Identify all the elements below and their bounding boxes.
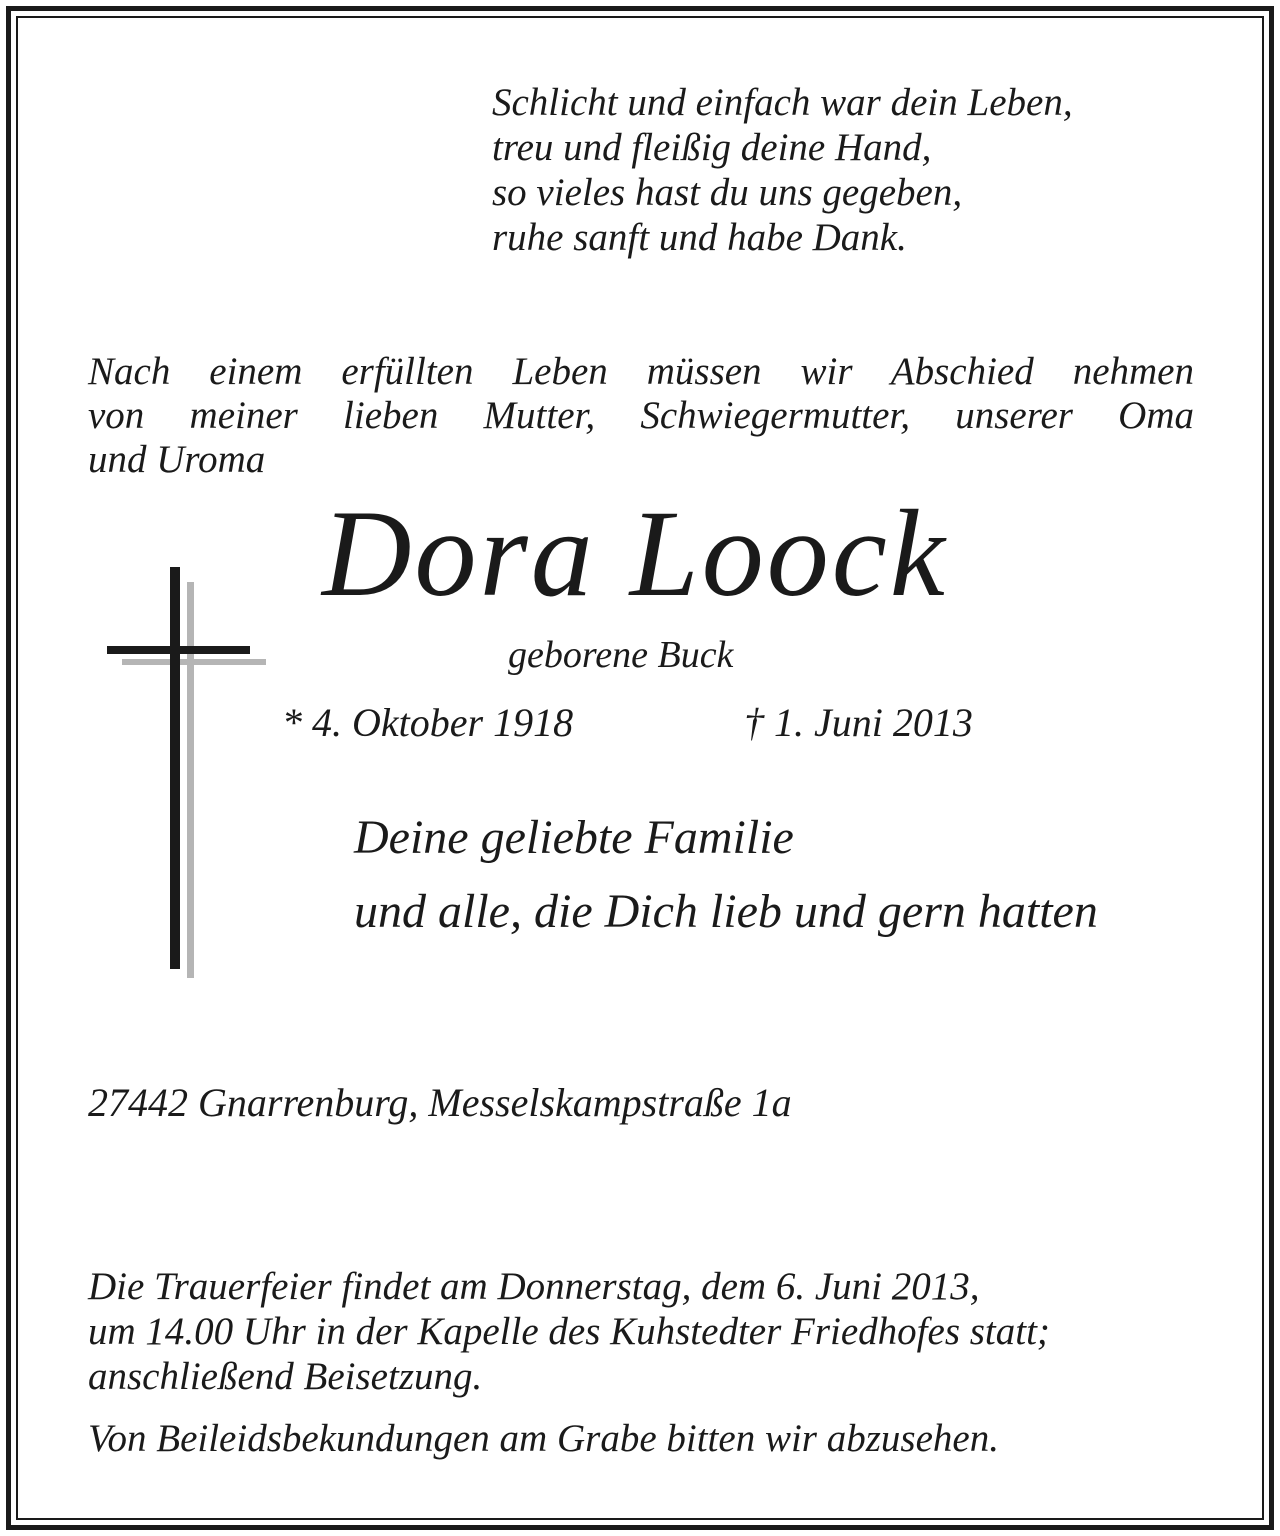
birth-date: * 4. Oktober 1918 bbox=[282, 700, 574, 745]
service-line: um 14.00 Uhr in der Kapelle des Kuhstedter Friedhofes statt; bbox=[88, 1310, 1050, 1353]
cross-shadow-vertical bbox=[187, 582, 194, 978]
address: 27442 Gnarrenburg, Messelskampstraße 1a bbox=[88, 1080, 792, 1125]
cross-horizontal bbox=[107, 646, 250, 654]
service-notice bbox=[88, 1264, 1050, 1399]
intro-line: und Uroma bbox=[88, 438, 266, 481]
cross-vertical bbox=[170, 567, 180, 969]
service-line: anschließend Beisetzung. bbox=[88, 1355, 483, 1398]
cross-icon bbox=[100, 560, 280, 990]
death-date: † 1. Juni 2013 bbox=[744, 700, 973, 745]
deceased-name: Dora Loock bbox=[322, 485, 948, 622]
intro-line: von meiner lieben Mutter, Schwiegermutter, unserer Oma bbox=[88, 394, 1194, 437]
poem-line: treu und fleißig deine Hand, bbox=[492, 126, 932, 169]
intro-text bbox=[88, 350, 1194, 482]
condolences-note: Von Beileidsbekundungen am Grabe bitten wir abzusehen. bbox=[88, 1417, 999, 1460]
maiden-name: geborene Buck bbox=[508, 634, 734, 676]
poem-line: so vieles hast du uns gegeben, bbox=[492, 171, 963, 214]
mourners-others: und alle, die Dich lieb und gern hatten bbox=[354, 885, 1098, 938]
cross-shadow-horizontal bbox=[122, 659, 266, 665]
service-line: Die Trauerfeier findet am Donnerstag, dem 6. Juni 2013, bbox=[88, 1265, 980, 1308]
poem bbox=[492, 80, 1073, 260]
mourners-family: Deine geliebte Familie bbox=[354, 811, 794, 864]
poem-line: ruhe sanft und habe Dank. bbox=[492, 216, 907, 259]
poem-line: Schlicht und einfach war dein Leben, bbox=[492, 81, 1073, 124]
intro-line: Nach einem erfüllten Leben müssen wir Abschied nehmen bbox=[88, 350, 1194, 393]
